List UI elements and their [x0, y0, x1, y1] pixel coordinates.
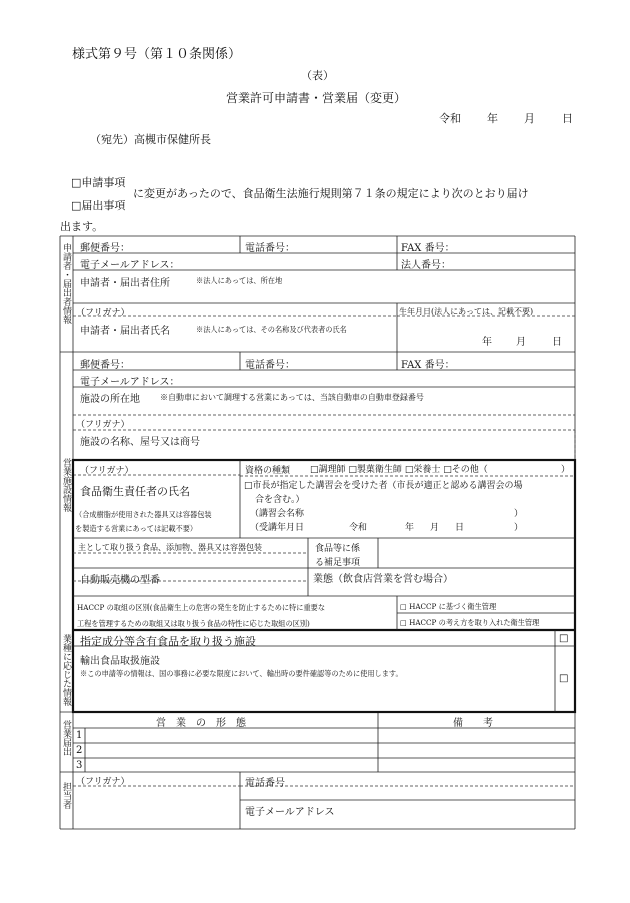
- facility-fax-label: FAX 番号：: [401, 360, 455, 371]
- applicant-postal-label: 郵便番号：: [80, 243, 130, 254]
- facility-furigana-label: （フリガナ）: [76, 420, 130, 430]
- course-line2: 合を含む。）: [255, 495, 305, 505]
- course-option[interactable]: [244, 478, 523, 491]
- row-number-1: 1: [76, 730, 83, 741]
- haccp-option2[interactable]: [400, 618, 539, 628]
- applicant-corp-number-label: 法人番号：: [401, 260, 451, 271]
- row-number-2: 2: [76, 745, 83, 756]
- applicant-fax-label: FAX 番号：: [401, 243, 455, 254]
- qual-nutritionist-label: 栄養士: [413, 465, 441, 475]
- haccp-option1[interactable]: [400, 602, 496, 612]
- section-label-contact: 担当者: [61, 782, 71, 809]
- course-date-day[interactable]: 日: [455, 523, 465, 533]
- course-line1: 市長が指定した講習会を受けた者（市長が適正と認める講習会の場: [252, 481, 523, 491]
- birth-year[interactable]: 年: [482, 337, 492, 348]
- facility-name-label: 施設の名称、屋号又は商号: [80, 437, 200, 448]
- supplement-line1: 食品等に係: [315, 544, 361, 554]
- facility-location-note: ※自動車において調理する営業にあっては、当該自動車の自動車登録番号: [160, 393, 424, 402]
- date-month[interactable]: 月: [524, 112, 535, 125]
- vending-label: 自動販売機の型番: [80, 575, 160, 586]
- export-facility-label: 輸出食品取扱施設: [80, 656, 160, 667]
- manager-furigana-label: （フリガナ）: [80, 466, 134, 476]
- section-label-business: 営業届出: [61, 720, 71, 756]
- applicant-birth-label: 生年月日(法人にあっては、記載不要): [399, 307, 534, 316]
- checkbox-icon[interactable]: □: [404, 465, 414, 475]
- section-label-facility: 営業施設情報: [61, 458, 71, 512]
- applicant-email-label: 電子メールアドレス：: [80, 260, 180, 271]
- qual-other-label: その他（: [451, 465, 488, 475]
- supplement-line2: る補足事項: [315, 558, 361, 568]
- checkbox-icon[interactable]: □: [348, 465, 357, 475]
- main-items-label: 主として取り扱う食品、添加物、器具又は容器包装: [78, 543, 262, 552]
- form-number: 様式第９号（第１０条関係）: [72, 47, 242, 62]
- remarks-header: 備 考: [453, 718, 493, 729]
- checkbox-icon[interactable]: □: [71, 176, 82, 189]
- haccp-line1: HACCP の取組の区別(食品衛生上の危害の発生を防止するために特に重要な: [77, 603, 326, 612]
- qual-chef-label: 調理師: [318, 465, 346, 475]
- option-application[interactable]: [71, 174, 125, 190]
- qualification-options: [310, 462, 488, 475]
- applicant-phone-label: 電話番号：: [245, 243, 295, 254]
- haccp-line2: 工程を管理するための取組又は取り扱う食品の特性に応じた取組の区別): [77, 619, 310, 628]
- addressee: （宛先）高槻市保健所長: [90, 133, 211, 146]
- applicant-address-note: ※法人にあっては、所在地: [196, 276, 283, 285]
- checkbox-icon[interactable]: □: [310, 465, 319, 475]
- manager-name-label: 食品衛生責任者の氏名: [80, 485, 190, 498]
- course-date-era: 令和: [349, 523, 368, 533]
- business-form-header: 営 業 の 形 態: [156, 718, 246, 729]
- facility-postal-label: 郵便番号：: [80, 360, 130, 371]
- export-note: ※この申請等の情報は、国の事務に必要な限度において、輸出時の要件確認等のために使用します。: [80, 669, 403, 678]
- designated-facility-label: 指定成分等含有食品を取り扱う施設: [80, 635, 256, 648]
- manager-note-line1: （合成樹脂が使用された器具又は容器包装: [75, 510, 212, 519]
- option-application-label: 申請事項: [81, 176, 126, 189]
- section-label-industry: 業種に応じた情報: [61, 634, 71, 706]
- date-day[interactable]: 日: [562, 112, 573, 125]
- haccp-option2-label: HACCP の考え方を取り入れた衛生管理: [409, 618, 540, 627]
- intro-sentence-line1: に変更があったので、食品衛生法施行規則第７１条の規定により次のとおり届け: [133, 187, 529, 200]
- date-year[interactable]: 年: [487, 112, 498, 125]
- manager-note-line2: を製造する営業にあっては記載不要）: [75, 524, 198, 533]
- page-title: 営業許可申請書・営業届（変更）: [226, 91, 407, 105]
- row-number-3: 3: [76, 760, 83, 771]
- course-date-month[interactable]: 月: [430, 523, 440, 533]
- checkbox-icon[interactable]: □: [400, 602, 407, 611]
- facility-location-label: 施設の所在地: [80, 394, 140, 405]
- date-era: 令和: [439, 112, 461, 125]
- contact-phone-label: 電話番号: [245, 778, 285, 789]
- checkbox-icon[interactable]: □: [71, 199, 82, 212]
- intro-sentence-line2: 出ます。: [60, 220, 104, 233]
- section-label-applicant: 申請者・届出者情報: [61, 243, 71, 324]
- course-date-label: （受講年月日: [250, 523, 305, 533]
- applicant-furigana-label: （フリガナ）: [76, 308, 130, 318]
- contact-furigana-label: （フリガナ）: [76, 777, 130, 787]
- qual-other-close: ）: [561, 465, 571, 475]
- side-label: （表）: [301, 69, 334, 82]
- course-date-close: ）: [514, 523, 524, 533]
- option-notification[interactable]: [71, 197, 125, 213]
- course-name-label: （講習会名称: [250, 509, 305, 519]
- checkbox-icon[interactable]: □: [400, 618, 407, 627]
- contact-email-label: 電子メールアドレス: [245, 807, 335, 818]
- business-type-label: 業態（飲食店営業を営む場合）: [313, 574, 453, 585]
- facility-email-label: 電子メールアドレス：: [80, 377, 180, 388]
- checkbox-icon[interactable]: □: [559, 673, 569, 684]
- option-notification-label: 届出事項: [81, 199, 126, 212]
- qualification-label: 資格の種類: [245, 466, 291, 476]
- qual-confectioner-label: 製菓衛生師: [356, 465, 402, 475]
- birth-month[interactable]: 月: [516, 337, 526, 348]
- haccp-option1-label: HACCP に基づく衛生管理: [409, 602, 497, 611]
- applicant-name-label: 申請者・届出者氏名: [80, 326, 170, 337]
- facility-phone-label: 電話番号：: [245, 360, 295, 371]
- applicant-address-label: 申請者・届出者住所: [80, 278, 170, 289]
- birth-day[interactable]: 日: [552, 337, 562, 348]
- course-name-close: ）: [514, 509, 524, 519]
- course-date-year[interactable]: 年: [405, 523, 415, 533]
- applicant-name-note: ※法人にあっては、その名称及び代表者の氏名: [196, 325, 347, 334]
- checkbox-icon[interactable]: □: [443, 465, 452, 475]
- checkbox-icon[interactable]: □: [559, 633, 569, 644]
- checkbox-icon[interactable]: □: [244, 481, 253, 491]
